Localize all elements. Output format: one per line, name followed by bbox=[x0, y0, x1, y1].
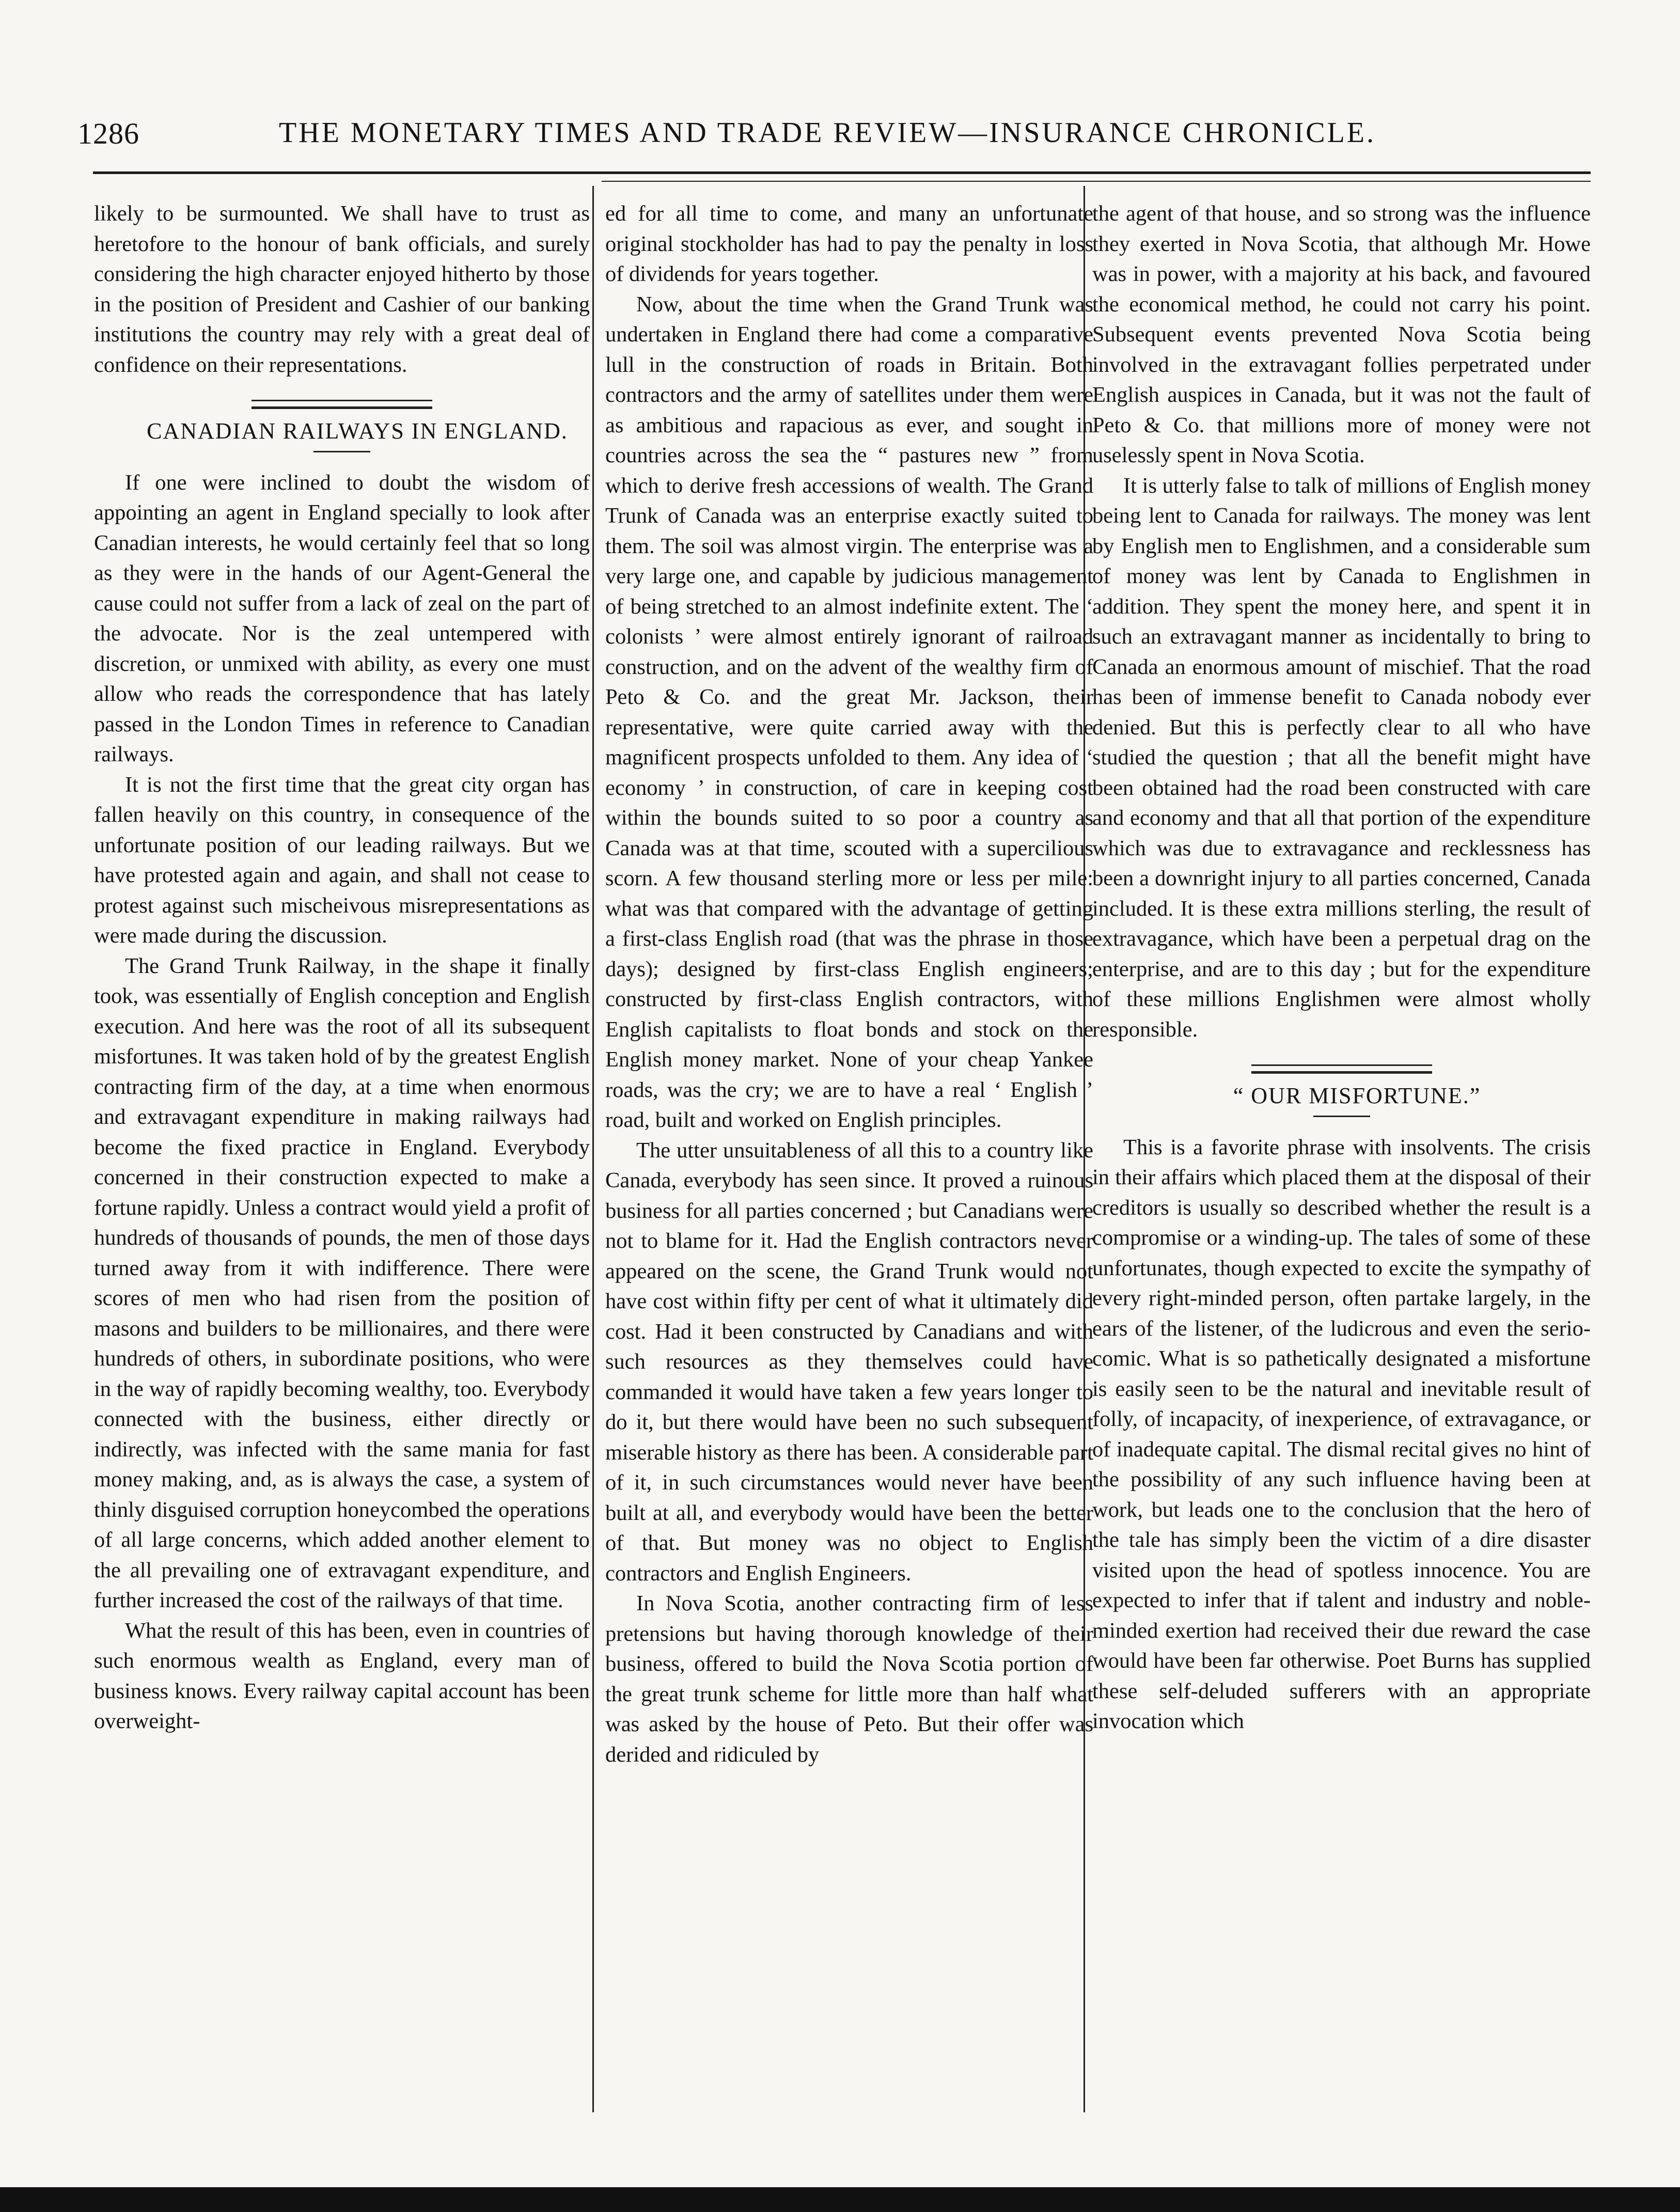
column-2 bbox=[605, 199, 1093, 1770]
paragraph: It is utterly false to talk of millions of English money being lent to Canada for railways. The money was lent by English men to Englishmen, and a considerable sum of money was lent by Canada to Englishmen in addition. They spent the money here, and spent it in such an extravagant manner as incidentally to bring to Canada an enormous amount of mischief. That the road has been of immense benefit to Canada nobody ever denied. But this is perfectly clear to all who have studied the question ; that all the benefit might have been obtained had the road been constructed with care and economy and that all that portion of the expenditure which was due to extravagance and recklessness has been a downright injury to all parties concerned, Canada included. It is these extra millions sterling, the result of extravagance, which have been a perpetual drag on the enterprise, and are to this day ; but for the expenditure of these millions Englishmen were almost wholly responsible. bbox=[1092, 473, 1591, 1042]
section-rule bbox=[252, 400, 432, 409]
page-number: 1286 bbox=[77, 117, 139, 150]
paragraph: the agent of that house, and so strong was the influence they exerted in Nova Scotia, that although Mr. Howe was in power, with a majority at his back, and favoured the economical method, he could not carry his point. Subsequent events prevented Nova Scotia being involved in the extravagant follies perpetrated under English auspices in Canada, but it was not the fault of Peto & Co. that millions more of money were not uselessly spent in Nova Scotia. bbox=[1092, 201, 1591, 467]
paragraph: This is a favorite phrase with insolvents. The crisis in their affairs which placed them at the disposal of their creditors is usually so described whether the result is a compromise or a winding-up. The tales of some of these unfortunates, though expected to excite the sympathy of every right-minded person, often partake largely, in the ears of the listener, of the ludicrous and even the serio-comic. What is so pathetically designated a misfortune is easily seen to be the natural and inevitable result of folly, of incapacity, of inexperience, of extravagance, or of inadequate capital. The dismal recital gives no hint of the possibility of any such influence having been at work, but leads one to the conclusion that the hero of the tale has simply been the victim of a dire disaster visited upon the head of spotless innocence. You are expected to infer that if talent and industry and noble-minded exertion had received their due reward the case would have been far otherwise. Poet Burns has supplied these self-deluded sufferers with an appropriate invocation which bbox=[1092, 1135, 1591, 1733]
paragraph: If one were inclined to doubt the wisdom of appointing an agent in England specially to look after Canadian interests, he would certainly feel that so long as they were in the hands of our Agent-General the cause could not suffer from a lack of zeal on the part of the advocate. Nor is the zeal untempered with discretion, or unmixed with ability, as every one must allow who reads the correspondence that has lately passed in the London Times in reference to Canadian railways. bbox=[94, 470, 590, 766]
section-heading-canadian-railways: CANADIAN RAILWAYS IN ENGLAND. bbox=[147, 418, 568, 444]
page-header bbox=[77, 106, 1431, 158]
paragraph: The Grand Trunk Railway, in the shape it finally took, was essentially of English conception and English execution. And here was the root of all its subsequent misfortunes. It was taken hold of by the greatest English contracting firm of the day, at a time when enormous and extravagant expenditure in making railways had become the fixed practice in England. Everybody concerned in their construction expected to make a fortune rapidly. Unless a contract would yield a profit of hundreds of thousands of pounds, the men of those days turned away from it with indifference. There were scores of men who had risen from the position of masons and builders to be millionaires, and there were hundreds of others, in subordinate positions, who were in the way of rapidly becoming wealthy, too. Everybody connected with the business, either directly or indirectly, was infected with the same mania for fast money making, and, as is always the case, a system of thinly disguised corruption honeycombed the operations of all large concerns, which added another element to the all prevailing one of extravagant expenditure, and further increased the cost of the railways of that time. bbox=[94, 953, 590, 1612]
paragraph: ed for all time to come, and many an unfortunate original stockholder has had to pay the penalty in loss of dividends for years together. bbox=[605, 201, 1093, 286]
column-divider-1 bbox=[592, 186, 594, 2112]
heading-underline bbox=[1313, 1116, 1370, 1117]
paragraph: What the result of this has been, even in countries of such enormous wealth as England, every man of business knows. Every railway capital account has been overweight- bbox=[94, 1618, 590, 1733]
header-rule bbox=[93, 171, 1591, 174]
section-heading-our-misfortune: “ OUR MISFORTUNE.” bbox=[1233, 1083, 1481, 1108]
paragraph: In Nova Scotia, another contracting firm of less pretensions but having thorough knowledge of their business, offered to build the Nova Scotia portion of the great trunk scheme for little more than half what was asked by the house of Peto. But their offer was derided and ridiculed by bbox=[605, 1591, 1093, 1767]
section-rule bbox=[1251, 1064, 1432, 1074]
scan-edge-bar bbox=[0, 2187, 1680, 2212]
heading-underline bbox=[313, 451, 370, 452]
column-1 bbox=[94, 199, 590, 1737]
header-rule-secondary bbox=[602, 181, 1591, 182]
paragraph: Now, about the time when the Grand Trunk was undertaken in England there had come a comparative lull in the construction of roads in Britain. Both contractors and the army of satellites under them were as ambitious and rapacious as ever, and sought in countries across the sea the “ pastures new ” from which to derive fresh accessions of wealth. The Grand Trunk of Canada was an enterprise exactly suited to them. The soil was almost virgin. The enterprise was a very large one, and capable by judicious management of being stretched to an almost indefinite extent. The ‘ colonists ’ were almost entirely ignorant of railroad construction, and on the advent of the wealthy firm of Peto & Co. and the great Mr. Jackson, their representative, were quite carried away with the magnificent prospects unfolded to them. Any idea of ‘ economy ’ in construction, of care in keeping cost within the bounds suited to so poor a country as Canada was at that time, scouted with a supercilious scorn. A few thousand sterling more or less per mile: what was that compared with the advantage of getting a first-class English road (that was the phrase in those days); designed by first-class English engineers; constructed by first-class English contractors, with English capitalists to float bonds and stock on the English money market. None of your cheap Yankee roads, was the cry; we are to have a real ‘ English ’ road, built and worked on English principles. bbox=[605, 292, 1093, 1132]
paragraph: likely to be surmounted. We shall have to trust as heretofore to the honour of bank officials, and surely considering the high character enjoyed hitherto by those in the position of President and Cashier of our banking institutions the country may rely with a great deal of confidence on their representations. bbox=[94, 201, 590, 377]
paragraph: The utter unsuitableness of all this to a country like Canada, everybody has seen since. It proved a ruinous business for all parties concerned ; but Canadians were not to blame for it. Had the English contractors never appeared on the scene, the Grand Trunk would not have cost within fifty per cent of what it ultimately did cost. Had it been constructed by Canadians and with such resources as they themselves could have commanded it would have taken a few years longer to do it, but there would have been no such subsequent miserable history as there has been. A considerable part of it, in such circumstances would never have been built at all, and everybody would have been the better of that. But money was no object to English contractors and English Engineers. bbox=[605, 1138, 1093, 1586]
paragraph: It is not the first time that the great city organ has fallen heavily on this country, in consequence of the unfortunate position of our leading railways. But we have protested again and again, and shall not cease to protest against such mischeivous misrepresentations as were made during the discussion. bbox=[94, 772, 590, 948]
running-title: THE MONETARY TIMES AND TRADE REVIEW—INSURANCE CHRONICLE. bbox=[279, 117, 1376, 149]
column-3 bbox=[1092, 199, 1591, 1737]
